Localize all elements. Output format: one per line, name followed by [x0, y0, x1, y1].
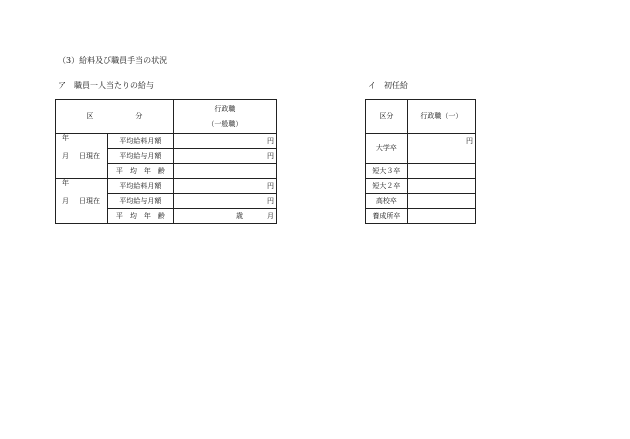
date-suffix: 日現在	[79, 151, 100, 160]
header-admin-line1: 行政職	[214, 104, 236, 113]
date-year-cell	[56, 179, 108, 194]
sub-title-i: イ 初任給	[368, 81, 408, 90]
row-value: 円	[173, 149, 276, 164]
row-value: 円	[173, 194, 276, 209]
row-label: 短大２卒	[366, 179, 408, 194]
row-label: 平 均 年 齢	[107, 209, 173, 224]
header-category-cell	[56, 100, 174, 134]
row-value	[407, 164, 475, 179]
row-value	[407, 194, 475, 209]
table-row	[366, 194, 476, 209]
date-year: 年	[62, 179, 69, 187]
table-row	[366, 164, 476, 179]
starting-salary-table	[365, 99, 476, 224]
row-value	[173, 164, 276, 179]
row-value: 円	[407, 134, 475, 164]
section-title: （3）給料及び職員手当の状況	[58, 56, 168, 65]
table-row	[366, 179, 476, 194]
row-value	[173, 209, 276, 224]
row-label: 平均給与月額	[107, 149, 173, 164]
row-label: 平均給料月額	[107, 134, 173, 149]
row-label: 平 均 年 齢	[107, 164, 173, 179]
row-label: 平均給料月額	[107, 179, 173, 194]
table-header-row	[56, 100, 277, 134]
salary-per-employee-table	[55, 99, 277, 224]
table-row	[56, 194, 277, 209]
table-row	[56, 149, 277, 164]
row-label: 養成所卒	[366, 209, 408, 224]
table-row	[56, 134, 277, 149]
header-category-char-1: 区	[86, 112, 94, 120]
header-admin-line2: （一般職）	[207, 119, 243, 128]
row-label: 高校卒	[366, 194, 408, 209]
row-value	[407, 209, 475, 224]
table-row	[56, 179, 277, 194]
date-year-cell	[56, 134, 108, 149]
age-months-unit: 月	[267, 211, 274, 220]
header-admin-cell: 行政職（一）	[407, 100, 475, 134]
header-category-char-2: 分	[135, 112, 143, 120]
row-label: 短大３卒	[366, 164, 408, 179]
table-header-row	[366, 100, 476, 134]
date-month: 月	[62, 151, 69, 160]
date-month-cell	[56, 194, 108, 224]
table-row	[366, 134, 476, 164]
table-row	[366, 209, 476, 224]
row-label: 平均給与月額	[107, 194, 173, 209]
row-value: 円	[173, 179, 276, 194]
row-value	[407, 179, 475, 194]
date-month-cell	[56, 149, 108, 179]
date-year: 年	[62, 134, 69, 142]
age-years-unit: 歳	[236, 211, 243, 220]
row-label: 大学卒	[366, 134, 408, 164]
sub-title-a: ア 職員一人当たりの給与	[58, 81, 154, 90]
header-category-cell: 区分	[366, 100, 408, 134]
header-admin-cell	[173, 100, 276, 134]
row-value: 円	[173, 134, 276, 149]
date-month: 月	[62, 196, 69, 205]
date-suffix: 日現在	[79, 196, 100, 205]
